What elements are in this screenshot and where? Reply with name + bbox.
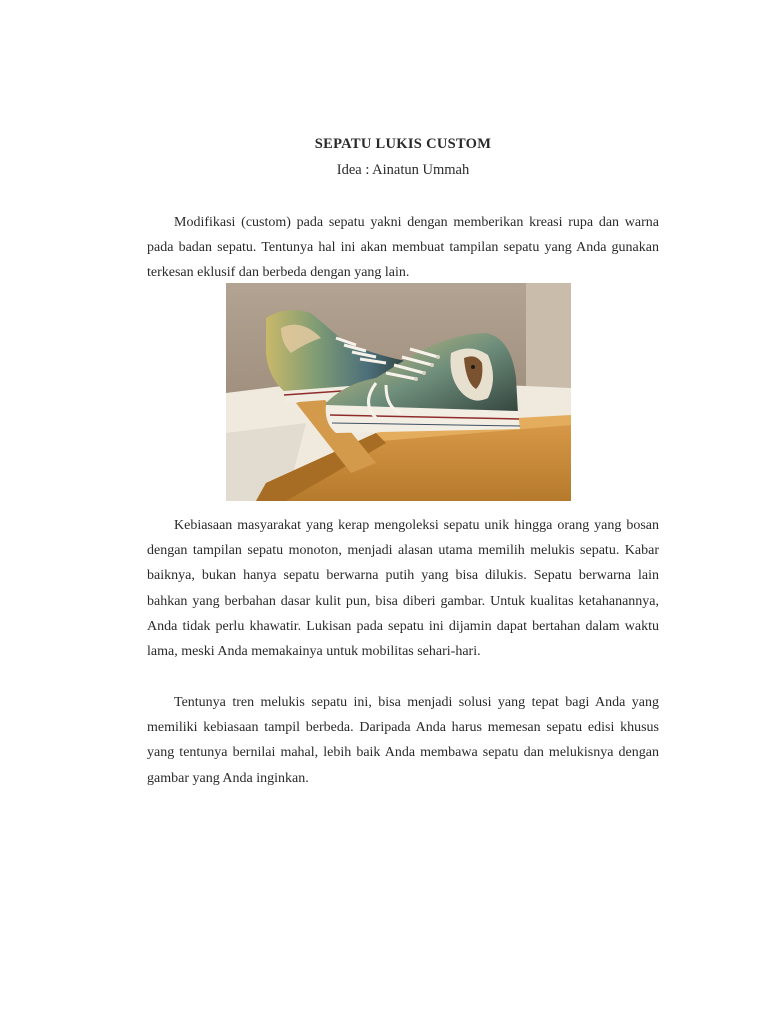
paragraph-2: Kebiasaan masyarakat yang kerap mengoleksi sepatu unik hingga orang yang bosan dengan tampilan sepatu monoton, menjadi alasan utama memilih melukis sepatu. Kabar baiknya, bukan hanya sepatu berwarna putih yang bisa dilukis. Sepatu berwarna lain bahkan yang berbahan dasar kulit pun, bisa diberi gambar. Untuk kualitas ketahanannya, Anda tidak perlu khawatir. Lukisan pada sepatu ini dijamin dapat bertahan dalam waktu lama, meski Anda memakainya untuk mobilitas sehari-hari. xyxy=(147,518,659,660)
paragraph-3: Tentunya tren melukis sepatu ini, bisa menjadi solusi yang tepat bagi Anda yang memiliki kebiasaan tampil berbeda. Daripada Anda harus memesan sepatu edisi khusus yang tentunya bernilai mahal, lebih baik Anda membawa sepatu dan melukisnya dengan gambar yang Anda inginkan. xyxy=(147,695,659,786)
document-title: SEPATU LUKIS CUSTOM xyxy=(314,136,492,152)
painted-sneakers-photo xyxy=(226,283,571,501)
paragraph-1: Modifikasi (custom) pada sepatu yakni dengan memberikan kreasi rupa dan warna pada badan sepatu. Tentunya hal ini akan membuat tampilan sepatu yang Anda gunakan terkesan eklusif dan berbeda dengan yang lain. xyxy=(147,215,659,281)
document-author-line: Idea : Ainatun Ummah xyxy=(336,162,470,178)
